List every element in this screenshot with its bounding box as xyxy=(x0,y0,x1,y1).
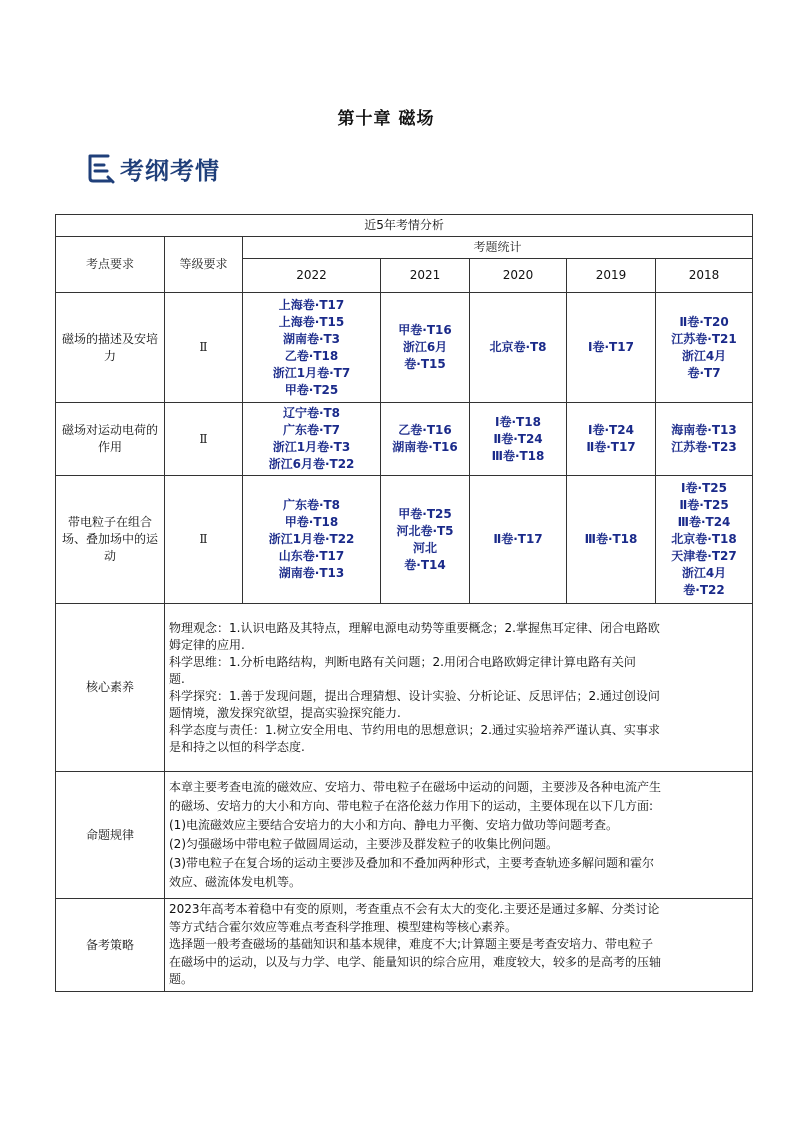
rule-label: 命题规律 xyxy=(56,772,165,899)
brand-title: 考纲考情 xyxy=(120,156,220,185)
cell-2022: 辽宁卷·T8 广东卷·T7 浙江1月卷·T3 浙江6月卷·T22 xyxy=(243,403,381,476)
year-header: 2020 xyxy=(470,259,567,293)
cell-2019: Ⅰ卷·T17 xyxy=(567,293,656,403)
table-caption: 近5年考情分析 xyxy=(56,215,753,237)
section-brand xyxy=(86,150,220,186)
core-label: 核心素养 xyxy=(56,604,165,772)
table-row xyxy=(56,476,753,604)
cell-2021: 乙卷·T16 湖南卷·T16 xyxy=(381,403,470,476)
header-stats: 考题统计 xyxy=(243,237,753,259)
year-header: 2022 xyxy=(243,259,381,293)
exam-analysis-table xyxy=(55,214,753,992)
rule-text: 本章主要考查电流的磁效应、安培力、带电粒子在磁场中运动的问题，主要涉及各种电流产生 的磁场、安培力的大小和方向、带电粒子在洛伦兹力作用下的运动，主要体现在以下几方面: (1)电流磁效应主要结合安培力的大小和方向、静电力平衡、安培力做功等问题考查。 (2)匀强磁场中带电粒子做圆周运动，主要涉及群发粒子的收集比例问题。 (3)带电粒子在复合场的运动主要涉及叠加和不叠加两种形式，主要考查轨迹多解问题和霍尔 效应、磁流体发电机等。 xyxy=(165,772,753,899)
topic-cell: 带电粒子在组合场、叠加场中的运动 xyxy=(56,476,165,604)
year-header: 2018 xyxy=(656,259,753,293)
table-row xyxy=(56,899,753,992)
level-cell: Ⅱ xyxy=(165,403,243,476)
cell-2018: 海南卷·T13 江苏卷·T23 xyxy=(656,403,753,476)
header-level: 等级要求 xyxy=(165,237,243,293)
cell-2018: Ⅰ卷·T25 Ⅱ卷·T25 Ⅲ卷·T24 北京卷·T18 天津卷·T27 浙江4月 卷·T22 xyxy=(656,476,753,604)
table-row xyxy=(56,604,753,772)
cell-2021: 甲卷·T25 河北卷·T5 河北 卷·T14 xyxy=(381,476,470,604)
header-topic: 考点要求 xyxy=(56,237,165,293)
cell-2018: Ⅱ卷·T20 江苏卷·T21 浙江4月 卷·T7 xyxy=(656,293,753,403)
cell-2022: 广东卷·T8 甲卷·T18 浙江1月卷·T22 山东卷·T17 湖南卷·T13 xyxy=(243,476,381,604)
year-header: 2021 xyxy=(381,259,470,293)
cell-2020: 北京卷·T8 xyxy=(470,293,567,403)
year-header: 2019 xyxy=(567,259,656,293)
level-cell: Ⅱ xyxy=(165,476,243,604)
table-row xyxy=(56,293,753,403)
topic-cell: 磁场对运动电荷的作用 xyxy=(56,403,165,476)
topic-cell: 磁场的描述及安培力 xyxy=(56,293,165,403)
core-text: 物理观念：1.认识电路及其特点，理解电源电动势等重要概念；2.掌握焦耳定律、闭合电路欧 姆定律的应用. 科学思维：1.分析电路结构，判断电路有关问题；2.用闭合电路欧姆定律计算电路有关问 题. 科学探究：1.善于发现问题，提出合理猜想、设计实验、分析论证、反思评估；2.通过创设问 题情境，激发探究欲望，提高实验探究能力. 科学态度与责任：1.树立安全用电、节约用电的思想意识；2.通过实验培养严谨认真、实事求 是和持之以恒的科学态度. xyxy=(165,604,753,772)
cell-2020: Ⅱ卷·T17 xyxy=(470,476,567,604)
cell-2019: Ⅰ卷·T24 Ⅱ卷·T17 xyxy=(567,403,656,476)
document-list-icon xyxy=(86,152,116,184)
cell-2019: Ⅲ卷·T18 xyxy=(567,476,656,604)
cell-2021: 甲卷·T16 浙江6月 卷·T15 xyxy=(381,293,470,403)
cell-2022: 上海卷·T17 上海卷·T15 湖南卷·T3 乙卷·T18 浙江1月卷·T7 甲卷·T25 xyxy=(243,293,381,403)
table-row xyxy=(56,403,753,476)
strategy-text: 2023年高考本着稳中有变的原则，考查重点不会有太大的变化.主要还是通过多解、分类讨论 等方式结合霍尔效应等难点考查科学推理、模型建构等核心素养。 选择题一般考查磁场的基础知识和基本规律，难度不大;计算题主要是考查安培力、带电粒子 在磁场中的运动，以及与力学、电学、能量知识的综合应用，难度较大，较多的是高考的压轴 题。 xyxy=(165,899,753,992)
strategy-label: 备考策略 xyxy=(56,899,165,992)
table-row xyxy=(56,772,753,899)
level-cell: Ⅱ xyxy=(165,293,243,403)
cell-2020: Ⅰ卷·T18 Ⅱ卷·T24 Ⅲ卷·T18 xyxy=(470,403,567,476)
page-title: 第十章 磁场 xyxy=(337,109,435,129)
